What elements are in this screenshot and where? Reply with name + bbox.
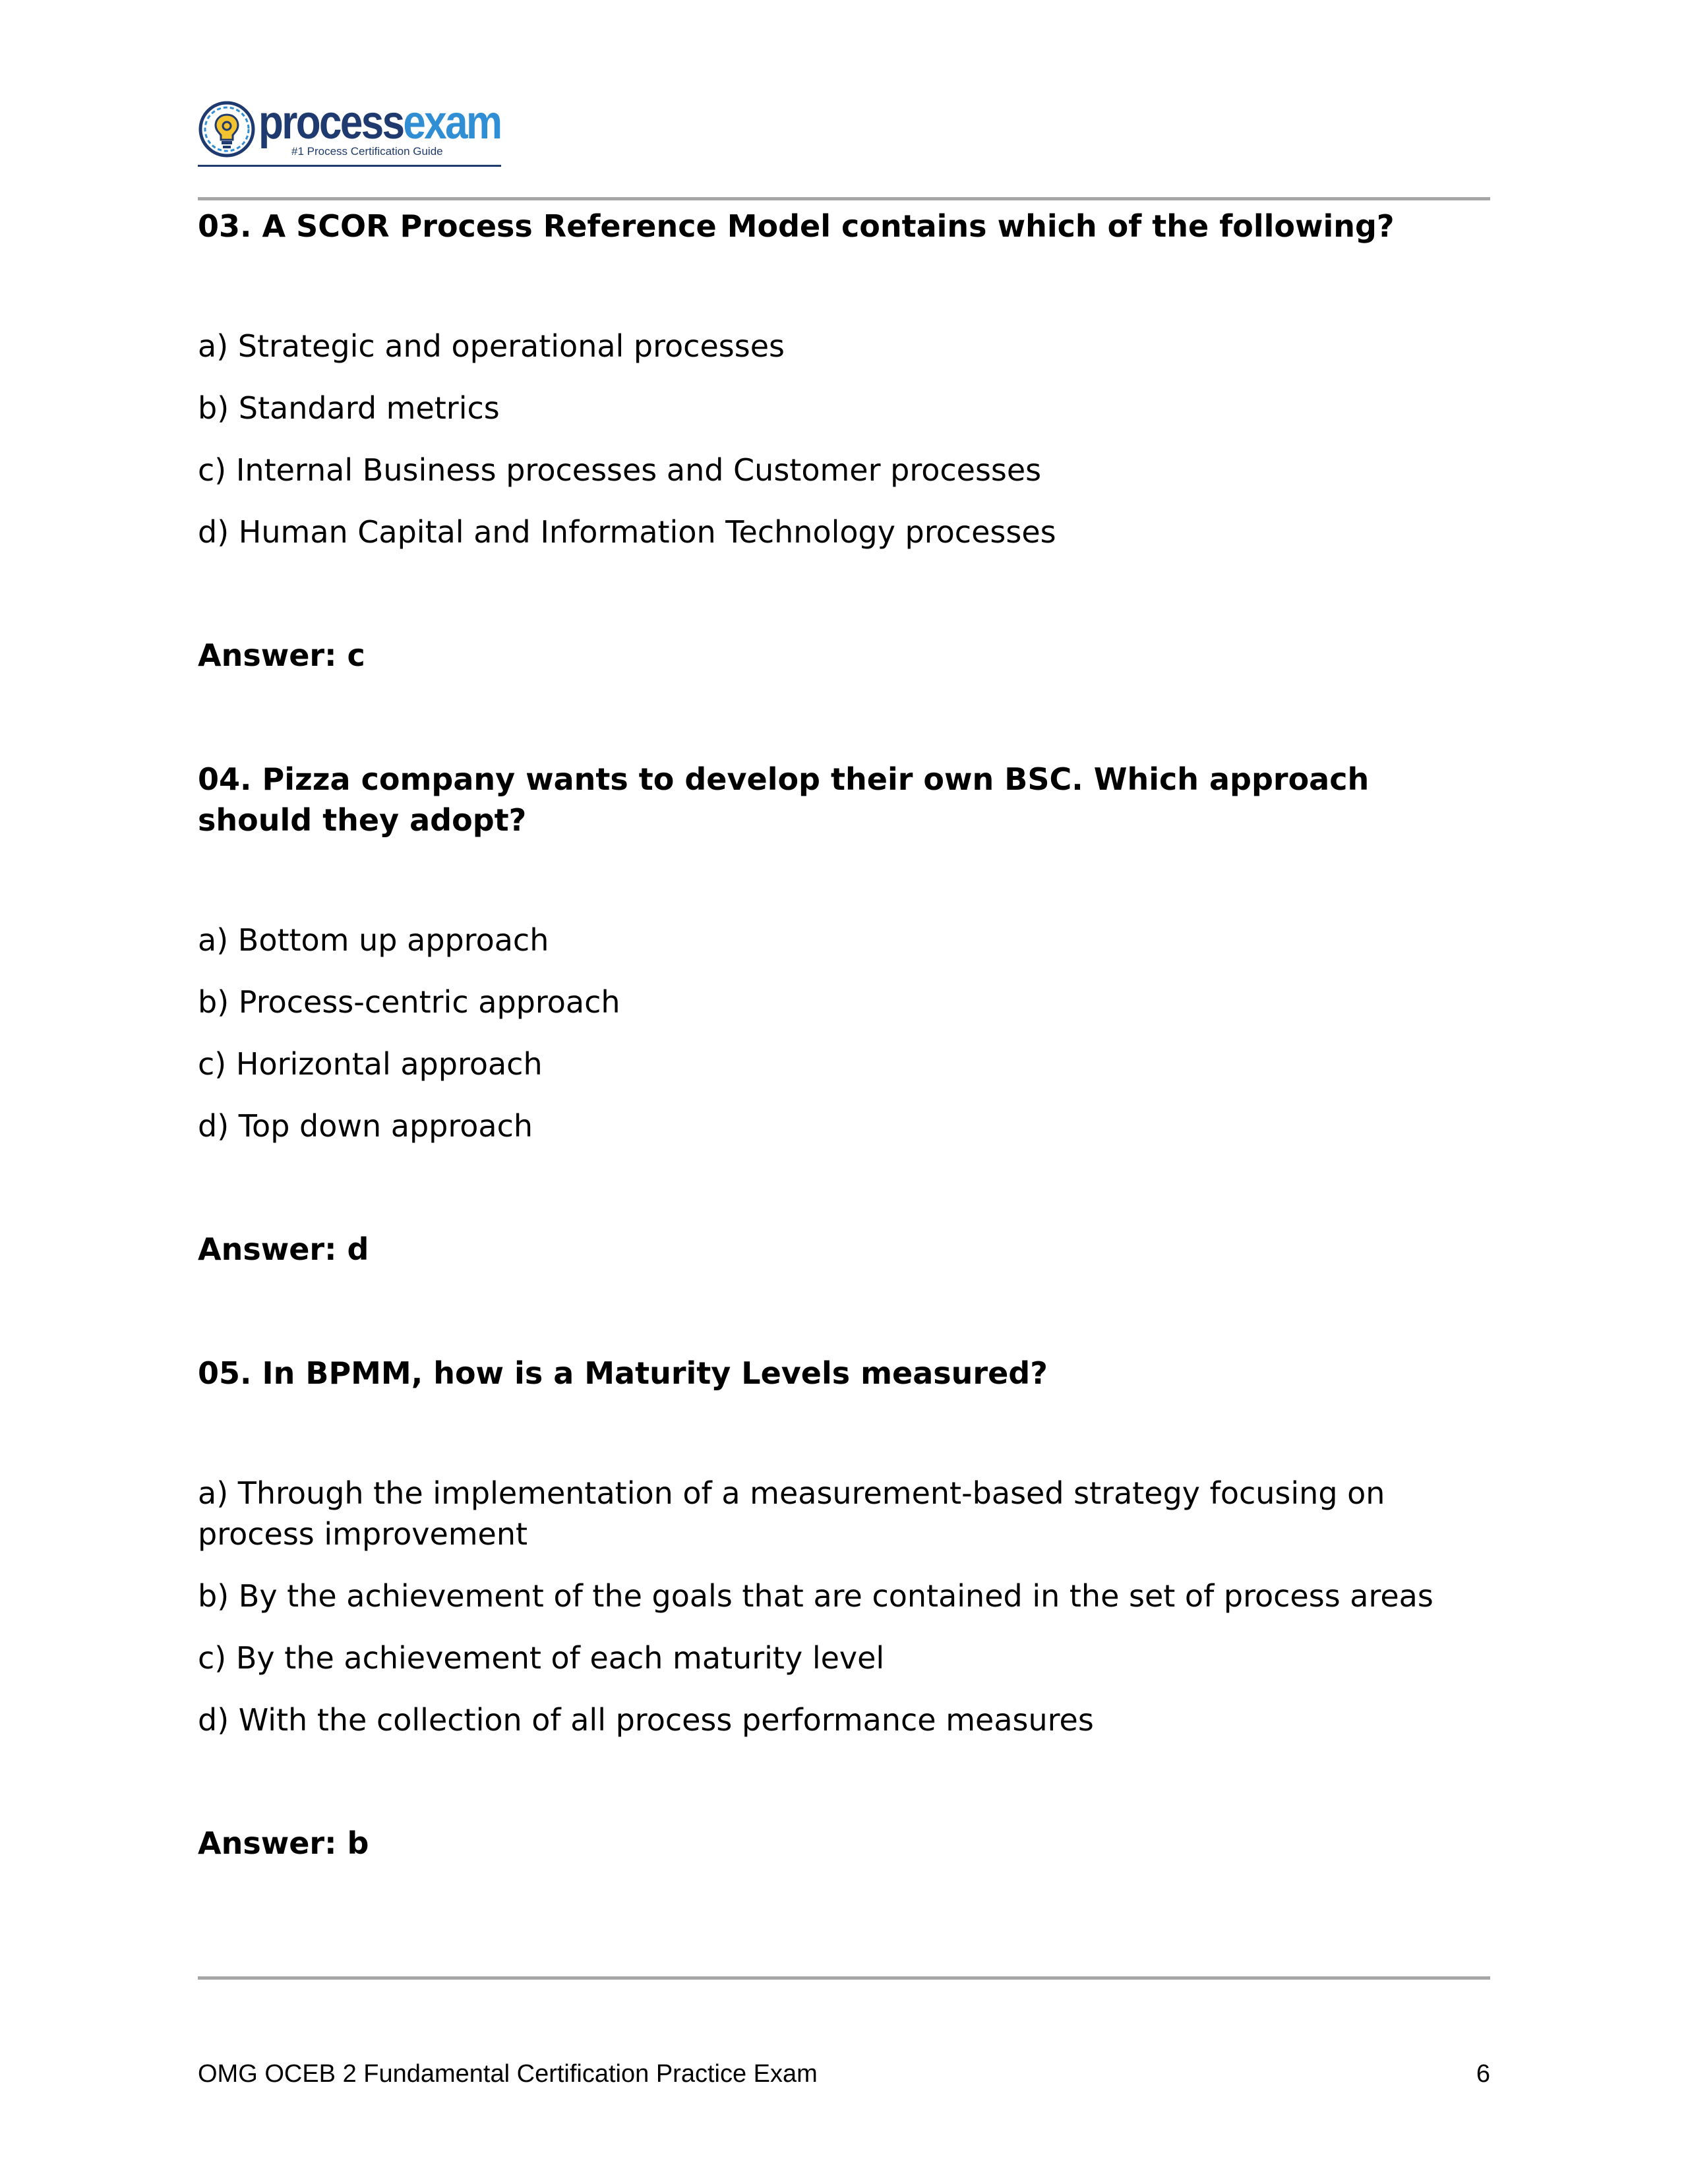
footer-divider (198, 1976, 1490, 1980)
option-item: b) By the achievement of the goals that are contained in the set of process areas (198, 1578, 1433, 1614)
question-block (198, 759, 1490, 1270)
logo-tagline: #1 Process Certification Guide (291, 145, 443, 158)
option-item: c) Internal Business processes and Customer processes (198, 452, 1042, 488)
question-block (198, 206, 1490, 676)
option-item: c) Horizontal approach (198, 1046, 543, 1082)
option-item: d) Human Capital and Information Technology processes (198, 514, 1056, 550)
processexam-logo (198, 98, 501, 170)
option-item: a) Bottom up approach (198, 922, 549, 958)
option-item: b) Standard metrics (198, 390, 500, 426)
footer-title: OMG OCEB 2 Fundamental Certification Practice Exam (198, 2060, 818, 2088)
logo-word-exam: exam (403, 96, 501, 149)
option-item: d) With the collection of all process performance measures (198, 1702, 1094, 1738)
question-text: 05. In BPMM, how is a Maturity Levels measured? (198, 1355, 1048, 1391)
option-item: a) Through the implementation of a measurement-based strategy focusing on process improvement (198, 1475, 1385, 1552)
options-list (198, 326, 1490, 552)
answer-text: Answer: b (198, 1825, 369, 1861)
option-item: b) Process-centric approach (198, 984, 620, 1020)
option-item: a) Strategic and operational processes (198, 328, 785, 364)
options-list (198, 920, 1490, 1146)
question-block (198, 1353, 1490, 1864)
question-text: 04. Pizza company wants to develop their own BSC. Which approach should they adopt? (198, 761, 1370, 838)
logo-underline (198, 165, 501, 167)
option-item: c) By the achievement of each maturity level (198, 1640, 885, 1676)
questions-content (198, 206, 1490, 1864)
answer-text: Answer: c (198, 637, 365, 673)
logo-word-process: process (258, 96, 404, 149)
header-divider (198, 197, 1490, 200)
page-number: 6 (1476, 2060, 1490, 2088)
options-list (198, 1473, 1490, 1740)
option-item: d) Top down approach (198, 1108, 533, 1144)
lightbulb-gear-icon (198, 100, 256, 158)
question-text: 03. A SCOR Process Reference Model contains which of the following? (198, 208, 1395, 244)
logo-wordmark (258, 94, 500, 152)
answer-text: Answer: d (198, 1231, 369, 1267)
